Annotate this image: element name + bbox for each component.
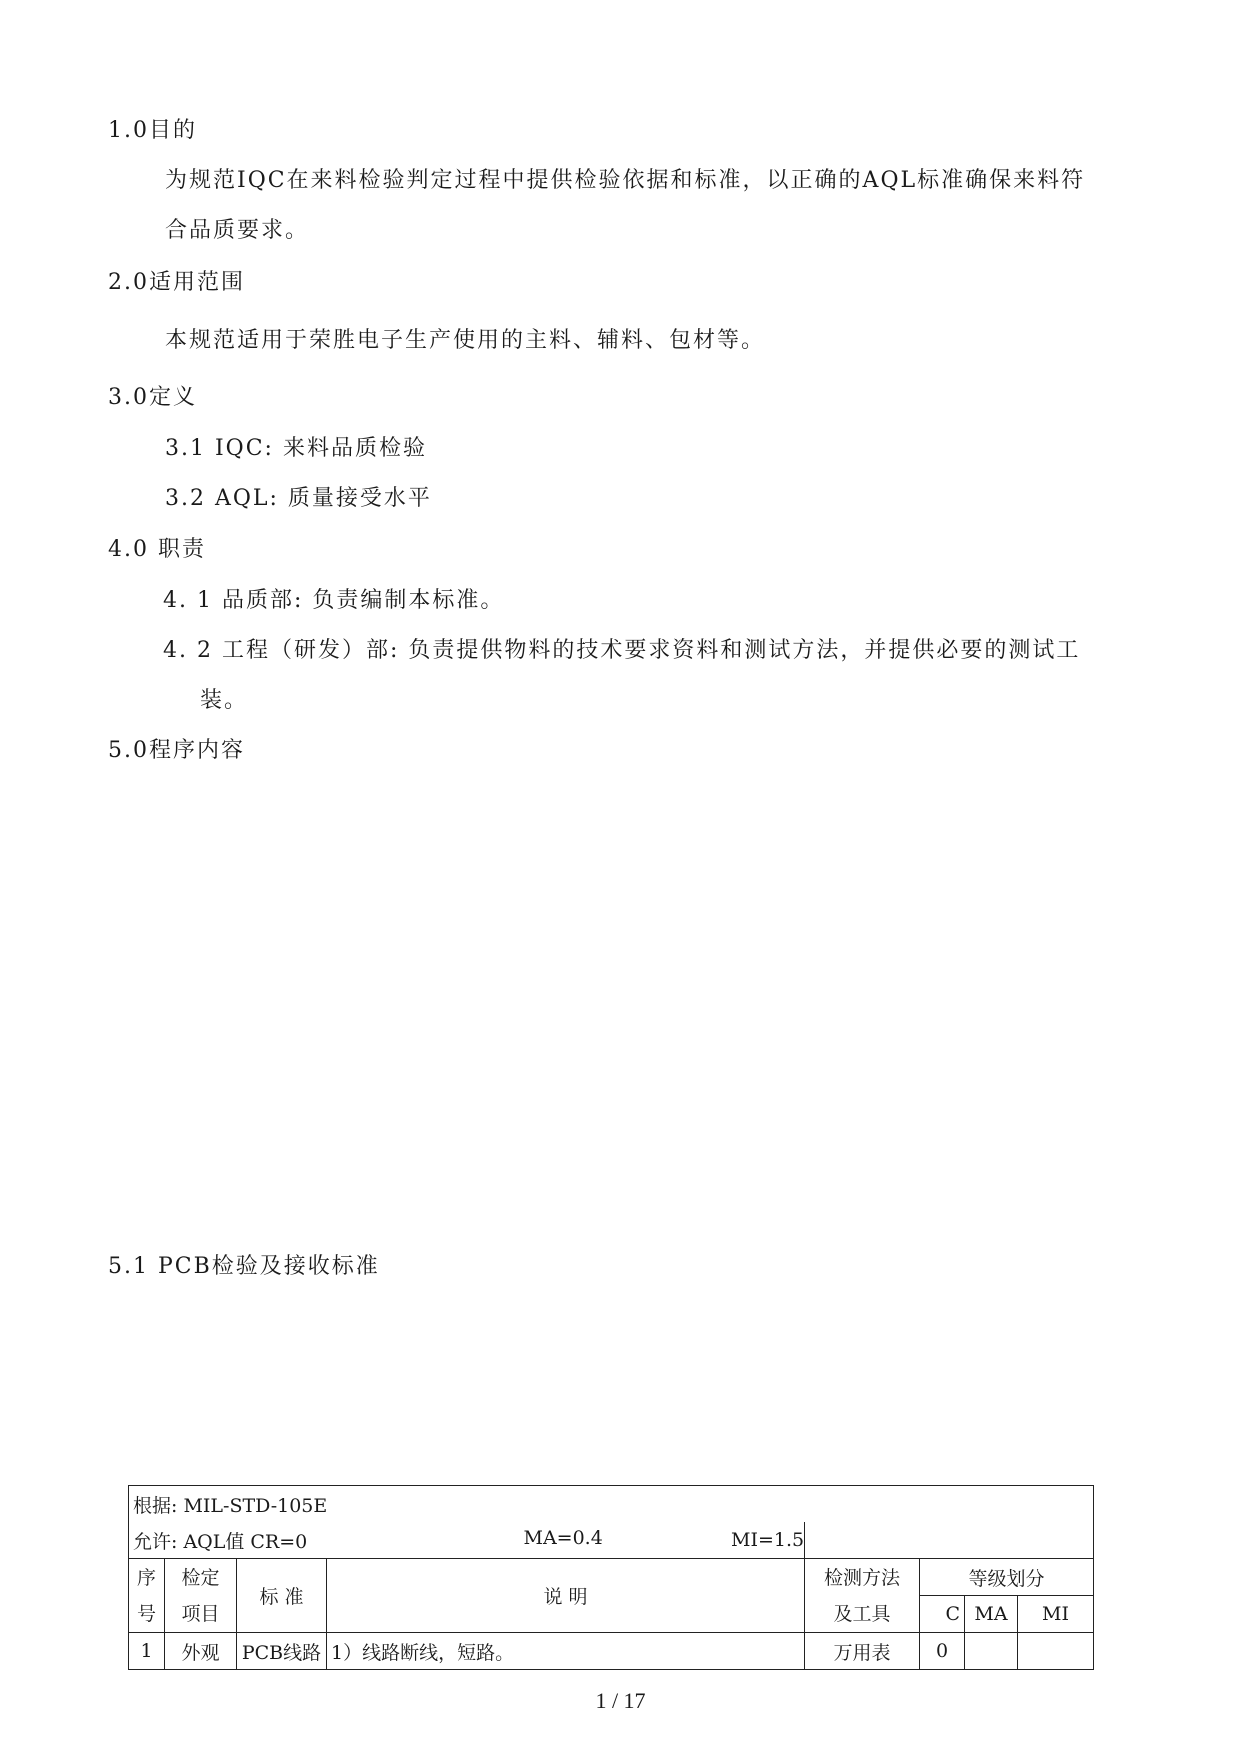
pcb-inspection-table [128, 1485, 1094, 1670]
page-number: 1 / 17 [595, 1688, 646, 1713]
section-5-1-title: 5.1 PCB检验及接收标准 [108, 1254, 380, 1279]
header-description: 说 明 [327, 1559, 805, 1633]
row-method: 万用表 [805, 1633, 920, 1670]
table-aql-mi [731, 1522, 1094, 1559]
section-2-text: 本规范适用于荣胜电子生产使用的主料、辅料、包材等。 [165, 328, 766, 353]
header-item: 检定 项目 [165, 1559, 237, 1633]
responsibility-engineering: 4. 2 工程（研发）部: 负责提供物料的技术要求资料和测试方法，并提供必要的测试工 [163, 638, 1081, 663]
section-3-title: 3.0定义 [108, 385, 197, 410]
header-mi: MI [1018, 1596, 1094, 1633]
aql-ma-label: MA=0.4 [523, 1526, 603, 1549]
section-4-title: 4.0 职责 [108, 537, 206, 562]
aql-mi-label: MI=1.5 [731, 1529, 805, 1551]
section-1-text: 为规范IQC在来料检验判定过程中提供检验依据和标准，以正确的AQL标准确保来料符 [165, 168, 1086, 193]
section-5-title: 5.0程序内容 [108, 738, 245, 763]
header-grade: 等级划分 [920, 1559, 1094, 1596]
header-standard: 标 准 [237, 1559, 327, 1633]
row-standard: PCB线路 [237, 1633, 327, 1670]
responsibility-engineering-cont: 装。 [200, 688, 249, 713]
aql-cr-label: 允许: AQL值 CR=0 [133, 1530, 308, 1553]
header-ma: MA [965, 1596, 1018, 1633]
row-seq: 1 [129, 1633, 165, 1670]
row-description: 1）线路断线，短路。 [327, 1633, 805, 1670]
table-row [129, 1633, 1094, 1670]
responsibility-quality: 4. 1 品质部: 负责编制本标准。 [163, 588, 505, 613]
section-2-title: 2.0适用范围 [108, 270, 245, 295]
header-seq: 序 号 [129, 1559, 165, 1633]
table-basis: 根据: MIL-STD-105E [129, 1486, 1094, 1523]
row-ma [965, 1633, 1018, 1670]
row-mi [1018, 1633, 1094, 1670]
section-1-title: 1.0目的 [108, 118, 197, 143]
header-method: 检测方法 及工具 [805, 1559, 920, 1633]
table-aql-cr [129, 1522, 805, 1559]
section-1-text-cont: 合品质要求。 [165, 218, 310, 243]
header-cr: C [920, 1596, 965, 1633]
row-item: 外观 [165, 1633, 237, 1670]
definition-iqc: 3.1 IQC: 来料品质检验 [165, 436, 427, 461]
row-cr: 0 [920, 1633, 965, 1670]
definition-aql: 3.2 AQL: 质量接受水平 [165, 486, 432, 511]
